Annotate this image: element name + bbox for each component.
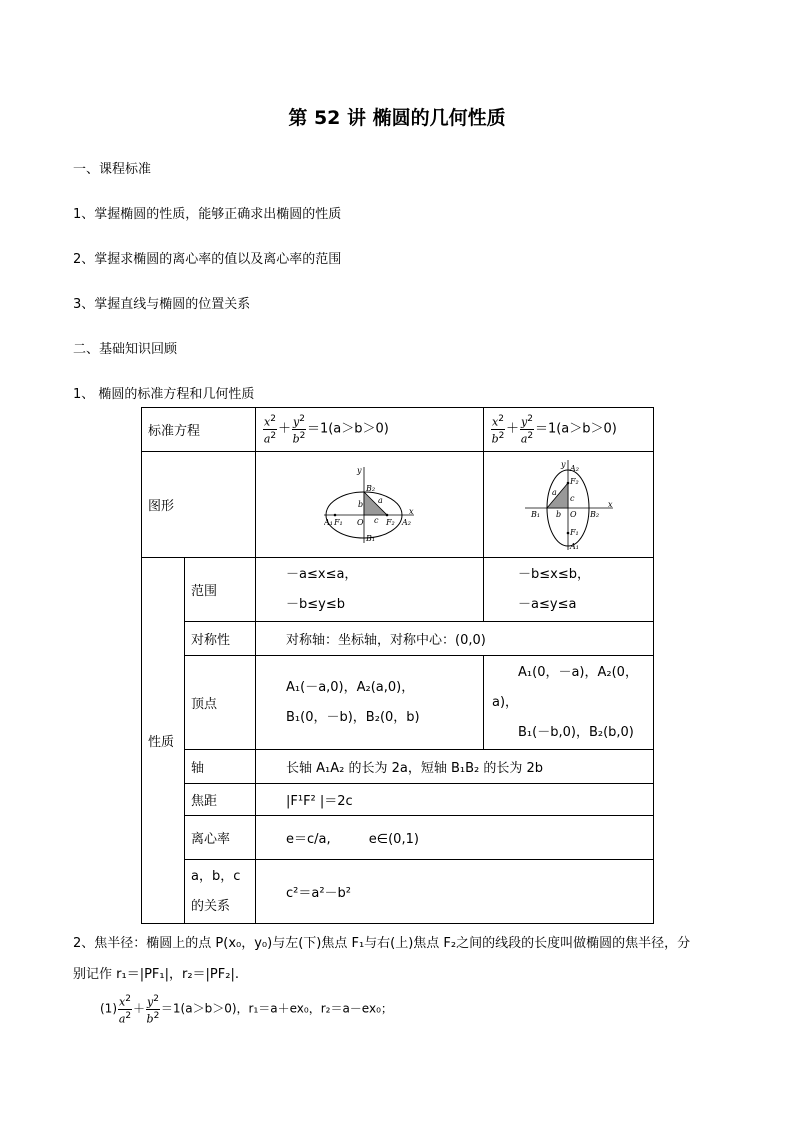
svg-text:y: y bbox=[560, 459, 566, 469]
svg-text:F₂: F₂ bbox=[569, 476, 579, 486]
abc-relation: c²＝a²－b² bbox=[256, 860, 654, 924]
svg-text:a: a bbox=[551, 487, 557, 497]
sub-label-axis: 轴 bbox=[185, 750, 256, 784]
table-row bbox=[142, 622, 654, 656]
sub-label-eccentricity: 离心率 bbox=[185, 816, 256, 860]
sub-label-symmetry: 对称性 bbox=[185, 622, 256, 656]
standard-item-1: 1、掌握椭圆的性质，能够正确求出椭圆的性质 bbox=[73, 207, 342, 222]
svg-text:c: c bbox=[373, 515, 378, 525]
table-row bbox=[142, 860, 654, 924]
eq-vertical: $\frac{x^2}{b^2}$ ＋ $\frac{y^2}{a^2}$ ＝1(a＞b＞0) bbox=[484, 408, 654, 452]
sub-label-range: 范围 bbox=[185, 558, 256, 622]
section-heading-2: 二、基础知识回顾 bbox=[73, 342, 178, 357]
svg-text:A₂: A₂ bbox=[569, 463, 579, 473]
table-row bbox=[142, 558, 654, 622]
svg-text:O: O bbox=[356, 517, 364, 527]
sub-label-focal: 焦距 bbox=[185, 784, 256, 816]
symmetry-text: 对称轴：坐标轴，对称中心：(0,0) bbox=[256, 622, 654, 656]
focal-radius-line-1: 2、焦半径：椭圆上的点 P(x₀，y₀)与左(下)焦点 F₁与右(上)焦点 F₂之间的线段的长度叫做椭圆的焦半径，分 bbox=[73, 936, 691, 951]
svg-text:F₁: F₁ bbox=[569, 527, 579, 537]
svg-text:b: b bbox=[555, 509, 561, 519]
vertices-vertical: A₁(0，－a)，A₂(0， a)， B₁(－b,0)，B₂(b,0) bbox=[484, 656, 654, 750]
group-label-properties: 性质 bbox=[142, 558, 185, 924]
svg-text:B₁: B₁ bbox=[365, 533, 375, 543]
svg-text:A₂: A₂ bbox=[401, 517, 411, 527]
focal-radius-formula-1: (1) $\frac{x^2}{a^2}$ ＋ $\frac{y^2}{b^2}$ ＝1(a＞b＞0)，r₁＝a＋ex₀，r₂＝a－ex₀； bbox=[100, 994, 393, 1026]
svg-text:a: a bbox=[377, 495, 383, 505]
svg-text:F₁: F₁ bbox=[333, 517, 343, 527]
review-item-1: 1、 椭圆的标准方程和几何性质 bbox=[73, 387, 255, 402]
table-row bbox=[142, 452, 654, 558]
svg-text:B₁: B₁ bbox=[530, 509, 540, 519]
focal-radius-line-2: 别记作 r₁＝|PF₁|，r₂＝|PF₂|. bbox=[73, 967, 239, 982]
figure-vertical-ellipse bbox=[484, 452, 654, 558]
table-row bbox=[142, 408, 654, 452]
figure-horizontal-ellipse bbox=[256, 452, 484, 558]
svg-text:O: O bbox=[569, 509, 577, 519]
standard-item-3: 3、掌握直线与椭圆的位置关系 bbox=[73, 297, 251, 312]
section-heading-1: 一、课程标准 bbox=[73, 162, 152, 177]
svg-text:A₁: A₁ bbox=[569, 541, 579, 551]
range-horizontal: －a≤x≤a， －b≤y≤b bbox=[256, 558, 484, 622]
standard-item-2: 2、掌握求椭圆的离心率的值以及离心率的范围 bbox=[73, 252, 342, 267]
table-row bbox=[142, 784, 654, 816]
table-row bbox=[142, 816, 654, 860]
vertices-horizontal: A₁(－a,0)，A₂(a,0)， B₁(0，－b)，B₂(0，b) bbox=[256, 656, 484, 750]
eq-horizontal: $\frac{x^2}{a^2}$ ＋ $\frac{y^2}{b^2}$ ＝1(a＞b＞0) bbox=[256, 408, 484, 452]
eccentricity-text: e＝c/a, e∈(0,1) bbox=[256, 816, 654, 860]
sub-label-vertices: 顶点 bbox=[185, 656, 256, 750]
axis-text: 长轴 A₁A₂ 的长为 2a，短轴 B₁B₂ 的长为 2b bbox=[256, 750, 654, 784]
row-label-standard-eq: 标准方程 bbox=[142, 408, 256, 452]
svg-text:b: b bbox=[357, 499, 363, 509]
table-row bbox=[142, 656, 654, 750]
svg-text:x: x bbox=[607, 499, 613, 509]
row-label-figure: 图形 bbox=[142, 452, 256, 558]
sub-label-abc: a，b，c 的关系 bbox=[185, 860, 256, 924]
table-row bbox=[142, 750, 654, 784]
svg-text:y: y bbox=[356, 465, 362, 475]
svg-text:B₂: B₂ bbox=[589, 509, 599, 519]
focal-text: |F¹F² |＝2c bbox=[256, 784, 654, 816]
svg-text:A₁: A₁ bbox=[323, 517, 333, 527]
svg-text:B₂: B₂ bbox=[365, 483, 375, 493]
page-title: 第 52 讲 椭圆的几何性质 bbox=[288, 107, 506, 129]
ellipse-properties-table bbox=[141, 407, 654, 924]
svg-text:c: c bbox=[569, 493, 574, 503]
range-vertical: －b≤x≤b， －a≤y≤a bbox=[484, 558, 654, 622]
svg-text:F₂: F₂ bbox=[385, 517, 395, 527]
svg-text:x: x bbox=[408, 506, 414, 516]
